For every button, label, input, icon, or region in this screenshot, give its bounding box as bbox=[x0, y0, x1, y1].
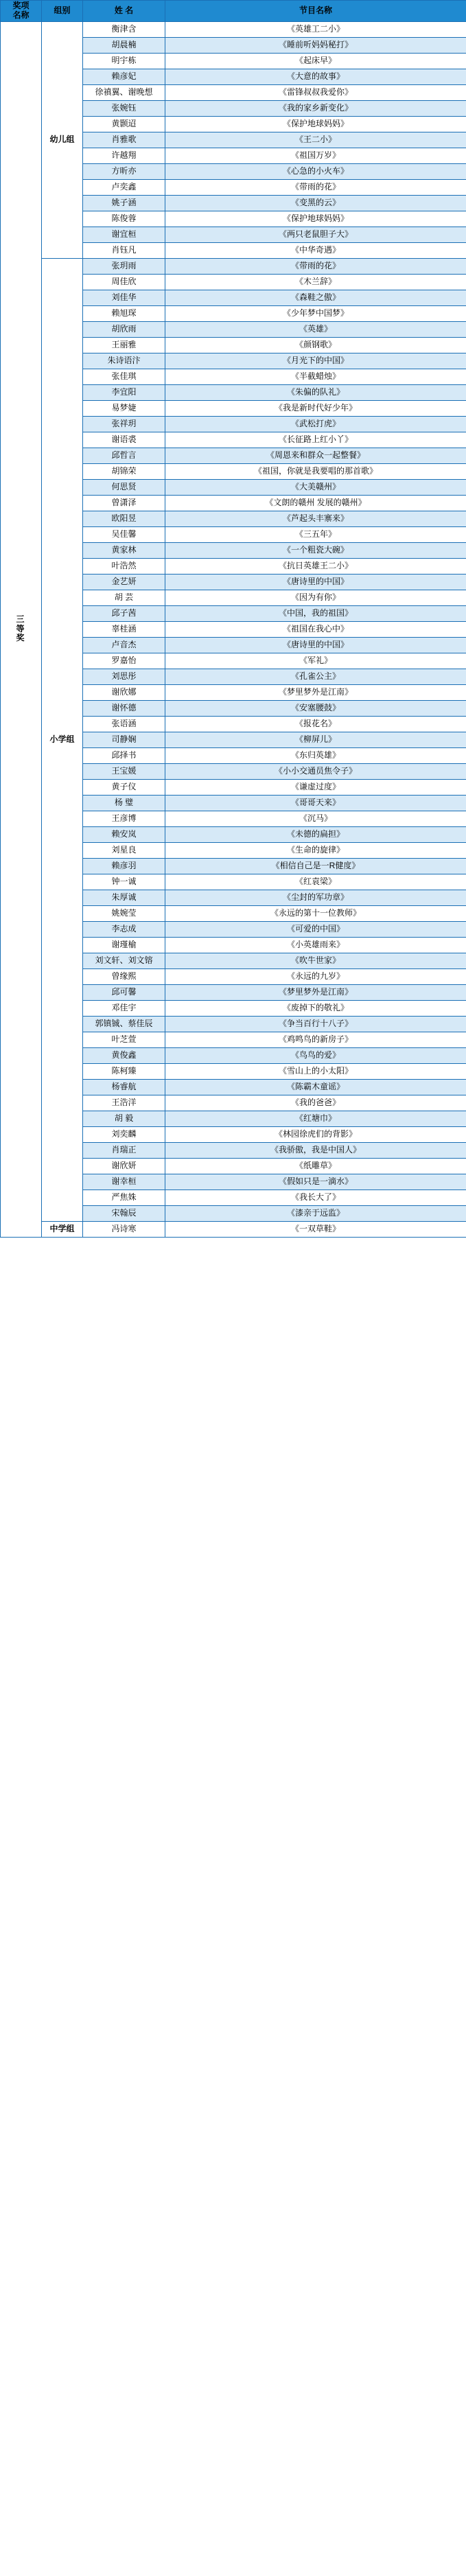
participant-name: 严焦姝 bbox=[83, 1190, 165, 1205]
program-name: 《争当百行十八子》 bbox=[165, 1016, 466, 1032]
program-name: 《柳屏儿》 bbox=[165, 732, 466, 747]
participant-name: 曾潇泽 bbox=[83, 495, 165, 511]
program-name: 《保护地球妈妈》 bbox=[165, 211, 466, 227]
award-name-cell bbox=[1, 21, 42, 1237]
header-award-line1: 奖项 bbox=[12, 1, 30, 10]
participant-name: 谢宜桓 bbox=[83, 227, 165, 242]
participant-name: 肖钰凡 bbox=[83, 242, 165, 258]
participant-name: 赖旭琛 bbox=[83, 305, 165, 321]
participant-name: 曾缘熙 bbox=[83, 968, 165, 984]
participant-name: 徐禛翼、谢晚想 bbox=[83, 84, 165, 100]
program-name: 《心急的小火车》 bbox=[165, 163, 466, 179]
participant-name: 刘星良 bbox=[83, 842, 165, 858]
program-name: 《英雄》 bbox=[165, 321, 466, 337]
participant-name: 陈柯臻 bbox=[83, 1063, 165, 1079]
participant-name: 朱诗语汴 bbox=[83, 353, 165, 369]
program-name: 《颜钢歌》 bbox=[165, 337, 466, 353]
program-name: 《周恩来和群众一起整餐》 bbox=[165, 448, 466, 463]
program-name: 《纸雕草》 bbox=[165, 1158, 466, 1174]
participant-name: 方昕亦 bbox=[83, 163, 165, 179]
program-name: 《大意的故事》 bbox=[165, 69, 466, 84]
header-award-name bbox=[1, 1, 42, 22]
program-name: 《安塞腰鼓》 bbox=[165, 700, 466, 716]
participant-name: 张祥玥 bbox=[83, 416, 165, 432]
program-name: 《抗日英雄王二小》 bbox=[165, 558, 466, 574]
participant-name: 谢瑾榆 bbox=[83, 937, 165, 953]
program-name: 《保护地球妈妈》 bbox=[165, 116, 466, 132]
program-name: 《一个粗瓷大碗》 bbox=[165, 542, 466, 558]
program-name: 《睡前听妈妈秘打》 bbox=[165, 37, 466, 53]
program-name: 《芦起头丰寨来》 bbox=[165, 511, 466, 526]
participant-name: 张玥雨 bbox=[83, 258, 165, 274]
program-name: 《林园徐虎们的背影》 bbox=[165, 1126, 466, 1142]
participant-name: 罗嘉怡 bbox=[83, 653, 165, 669]
program-name: 《谦虚过度》 bbox=[165, 779, 466, 795]
program-name: 《雷锋叔叔我爱你》 bbox=[165, 84, 466, 100]
program-name: 《因为有你》 bbox=[165, 590, 466, 605]
participant-name: 王彦博 bbox=[83, 811, 165, 826]
program-name: 《文朗的赣州 发展的赣州》 bbox=[165, 495, 466, 511]
participant-name: 朱厚诚 bbox=[83, 890, 165, 905]
program-name: 《起床早》 bbox=[165, 53, 466, 69]
participant-name: 邱哲言 bbox=[83, 448, 165, 463]
program-name: 《月光下的中国》 bbox=[165, 353, 466, 369]
program-name: 《半截蜡烛》 bbox=[165, 369, 466, 384]
award-table bbox=[0, 0, 466, 1238]
program-name: 《吹牛世家》 bbox=[165, 953, 466, 968]
program-name: 《哥哥天来》 bbox=[165, 795, 466, 811]
participant-name: 肖瑞正 bbox=[83, 1142, 165, 1158]
program-name: 《未德的扁担》 bbox=[165, 826, 466, 842]
participant-name: 谢幸桓 bbox=[83, 1174, 165, 1190]
participant-name: 谢欣娜 bbox=[83, 684, 165, 700]
participant-name: 周佳欣 bbox=[83, 274, 165, 290]
program-name: 《梦里梦外是江南》 bbox=[165, 984, 466, 1000]
program-name: 《森鞋之傲》 bbox=[165, 290, 466, 305]
participant-name: 赖彦妃 bbox=[83, 69, 165, 84]
participant-name: 黄子仪 bbox=[83, 779, 165, 795]
participant-name: 李宜阳 bbox=[83, 384, 165, 400]
program-name: 《小小交通员焦令子》 bbox=[165, 763, 466, 779]
program-name: 《可爱的中国》 bbox=[165, 921, 466, 937]
program-name: 《祖国，你就是我要唱的那首歌》 bbox=[165, 463, 466, 479]
program-name: 《漆亲于远监》 bbox=[165, 1205, 466, 1221]
program-name: 《唐诗里的中国》 bbox=[165, 637, 466, 653]
program-name: 《尘封的军功章》 bbox=[165, 890, 466, 905]
participant-name: 胡欣雨 bbox=[83, 321, 165, 337]
program-name: 《孔雀公主》 bbox=[165, 669, 466, 684]
participant-name: 赖安岚 bbox=[83, 826, 165, 842]
program-name: 《中国，我的祖国》 bbox=[165, 605, 466, 621]
participant-name: 易梦婕 bbox=[83, 400, 165, 416]
participant-name: 谢怀德 bbox=[83, 700, 165, 716]
participant-name: 叶浩然 bbox=[83, 558, 165, 574]
program-name: 《相信自己是一R健度》 bbox=[165, 858, 466, 874]
program-name: 《沉马》 bbox=[165, 811, 466, 826]
program-name: 《废掉下的敬礼》 bbox=[165, 1000, 466, 1016]
award-list-page bbox=[0, 0, 466, 1238]
header-award-line2: 名称 bbox=[12, 10, 30, 20]
program-name: 《鸡鸣鸟的新房子》 bbox=[165, 1032, 466, 1047]
participant-name: 姚子涵 bbox=[83, 195, 165, 211]
participant-name: 钟一诚 bbox=[83, 874, 165, 890]
participant-name: 明宇栋 bbox=[83, 53, 165, 69]
participant-name: 吴佳馨 bbox=[83, 526, 165, 542]
program-name: 《中华奇遇》 bbox=[165, 242, 466, 258]
participant-name: 杨 璧 bbox=[83, 795, 165, 811]
program-name: 《王二小》 bbox=[165, 132, 466, 148]
award-char-3: 奖 bbox=[16, 633, 26, 643]
program-name: 《我的爸爸》 bbox=[165, 1095, 466, 1111]
participant-name: 何思贤 bbox=[83, 479, 165, 495]
participant-name: 胡锦荣 bbox=[83, 463, 165, 479]
program-name: 《两只老鼠胆子大》 bbox=[165, 227, 466, 242]
table-row bbox=[1, 21, 466, 37]
program-name: 《军礼》 bbox=[165, 653, 466, 669]
participant-name: 胡晨楠 bbox=[83, 37, 165, 53]
participant-name: 刘思彤 bbox=[83, 669, 165, 684]
program-name: 《我是新时代好少年》 bbox=[165, 400, 466, 416]
participant-name: 郭镇铖、蔡佳辰 bbox=[83, 1016, 165, 1032]
program-name: 《东归英雄》 bbox=[165, 747, 466, 763]
participant-name: 刘奕麟 bbox=[83, 1126, 165, 1142]
participant-name: 王浩洋 bbox=[83, 1095, 165, 1111]
program-name: 《木兰辞》 bbox=[165, 274, 466, 290]
program-name: 《一双草鞋》 bbox=[165, 1221, 466, 1237]
program-name: 《我的家乡新变化》 bbox=[165, 100, 466, 116]
award-char-2: 等 bbox=[16, 623, 26, 634]
participant-name: 张佳琪 bbox=[83, 369, 165, 384]
participant-name: 黄颢迢 bbox=[83, 116, 165, 132]
header-row bbox=[1, 1, 466, 22]
header-program: 节目名称 bbox=[165, 1, 466, 22]
participant-name: 冯诗寒 bbox=[83, 1221, 165, 1237]
program-name: 《雪山上的小太阳》 bbox=[165, 1063, 466, 1079]
participant-name: 黄俊鑫 bbox=[83, 1047, 165, 1063]
participant-name: 胡 芸 bbox=[83, 590, 165, 605]
table-header bbox=[1, 1, 466, 22]
participant-name: 叶芝萱 bbox=[83, 1032, 165, 1047]
participant-name: 杨睿航 bbox=[83, 1079, 165, 1095]
program-name: 《唐诗里的中国》 bbox=[165, 574, 466, 590]
program-name: 《假如只是一滴水》 bbox=[165, 1174, 466, 1190]
group-cell: 中学组 bbox=[42, 1221, 83, 1237]
participant-name: 张婉钰 bbox=[83, 100, 165, 116]
table-row bbox=[1, 258, 466, 274]
program-name: 《梦里梦外是江南》 bbox=[165, 684, 466, 700]
program-name: 《英雄工二小》 bbox=[165, 21, 466, 37]
participant-name: 王丽雅 bbox=[83, 337, 165, 353]
program-name: 《红塘巾》 bbox=[165, 1111, 466, 1126]
participant-name: 邓佳宇 bbox=[83, 1000, 165, 1016]
participant-name: 司静娴 bbox=[83, 732, 165, 747]
program-name: 《变黑的云》 bbox=[165, 195, 466, 211]
participant-name: 张语涵 bbox=[83, 716, 165, 732]
participant-name: 赖彦羽 bbox=[83, 858, 165, 874]
participant-name: 邱可馨 bbox=[83, 984, 165, 1000]
program-name: 《三五年》 bbox=[165, 526, 466, 542]
award-char-1: 三 bbox=[16, 614, 26, 624]
program-name: 《生命的旋律》 bbox=[165, 842, 466, 858]
table-row bbox=[1, 1221, 466, 1237]
program-name: 《朱偏的队礼》 bbox=[165, 384, 466, 400]
program-name: 《陈霸木童谣》 bbox=[165, 1079, 466, 1095]
participant-name: 胡 毅 bbox=[83, 1111, 165, 1126]
participant-name: 辜桂涵 bbox=[83, 621, 165, 637]
program-name: 《永远的第十一位教师》 bbox=[165, 905, 466, 921]
participant-name: 谢语裘 bbox=[83, 432, 165, 448]
participant-name: 姚婉莹 bbox=[83, 905, 165, 921]
participant-name: 邱择书 bbox=[83, 747, 165, 763]
participant-name: 黄家林 bbox=[83, 542, 165, 558]
program-name: 《报花名》 bbox=[165, 716, 466, 732]
program-name: 《带雨的花》 bbox=[165, 179, 466, 195]
table-body bbox=[1, 21, 466, 1237]
group-cell: 小学组 bbox=[42, 258, 83, 1221]
header-name: 姓 名 bbox=[83, 1, 165, 22]
program-name: 《带雨的花》 bbox=[165, 258, 466, 274]
participant-name: 李志成 bbox=[83, 921, 165, 937]
participant-name: 谢欣妍 bbox=[83, 1158, 165, 1174]
program-name: 《祖国万岁》 bbox=[165, 148, 466, 163]
program-name: 《我骄傲，我是中国人》 bbox=[165, 1142, 466, 1158]
program-name: 《红袁梁》 bbox=[165, 874, 466, 890]
participant-name: 卢奕鑫 bbox=[83, 179, 165, 195]
program-name: 《祖国在我心中》 bbox=[165, 621, 466, 637]
participant-name: 王宝媛 bbox=[83, 763, 165, 779]
program-name: 《永远的九岁》 bbox=[165, 968, 466, 984]
header-group: 组别 bbox=[42, 1, 83, 22]
participant-name: 许越翔 bbox=[83, 148, 165, 163]
program-name: 《少年梦中国梦》 bbox=[165, 305, 466, 321]
participant-name: 刘文轩、刘文镕 bbox=[83, 953, 165, 968]
participant-name: 金艺妍 bbox=[83, 574, 165, 590]
participant-name: 卢音杰 bbox=[83, 637, 165, 653]
participant-name: 衡津含 bbox=[83, 21, 165, 37]
program-name: 《长征路上红小丫》 bbox=[165, 432, 466, 448]
program-name: 《武松打虎》 bbox=[165, 416, 466, 432]
group-cell: 幼儿组 bbox=[42, 21, 83, 258]
program-name: 《小英雄雨来》 bbox=[165, 937, 466, 953]
program-name: 《鸟鸟的爱》 bbox=[165, 1047, 466, 1063]
participant-name: 陈俊蓉 bbox=[83, 211, 165, 227]
participant-name: 欧阳昱 bbox=[83, 511, 165, 526]
participant-name: 宋翰辰 bbox=[83, 1205, 165, 1221]
participant-name: 刘佳华 bbox=[83, 290, 165, 305]
award-name-text bbox=[1, 615, 41, 643]
participant-name: 肖雅歌 bbox=[83, 132, 165, 148]
program-name: 《大美赣州》 bbox=[165, 479, 466, 495]
participant-name: 邱子茜 bbox=[83, 605, 165, 621]
program-name: 《我长大了》 bbox=[165, 1190, 466, 1205]
